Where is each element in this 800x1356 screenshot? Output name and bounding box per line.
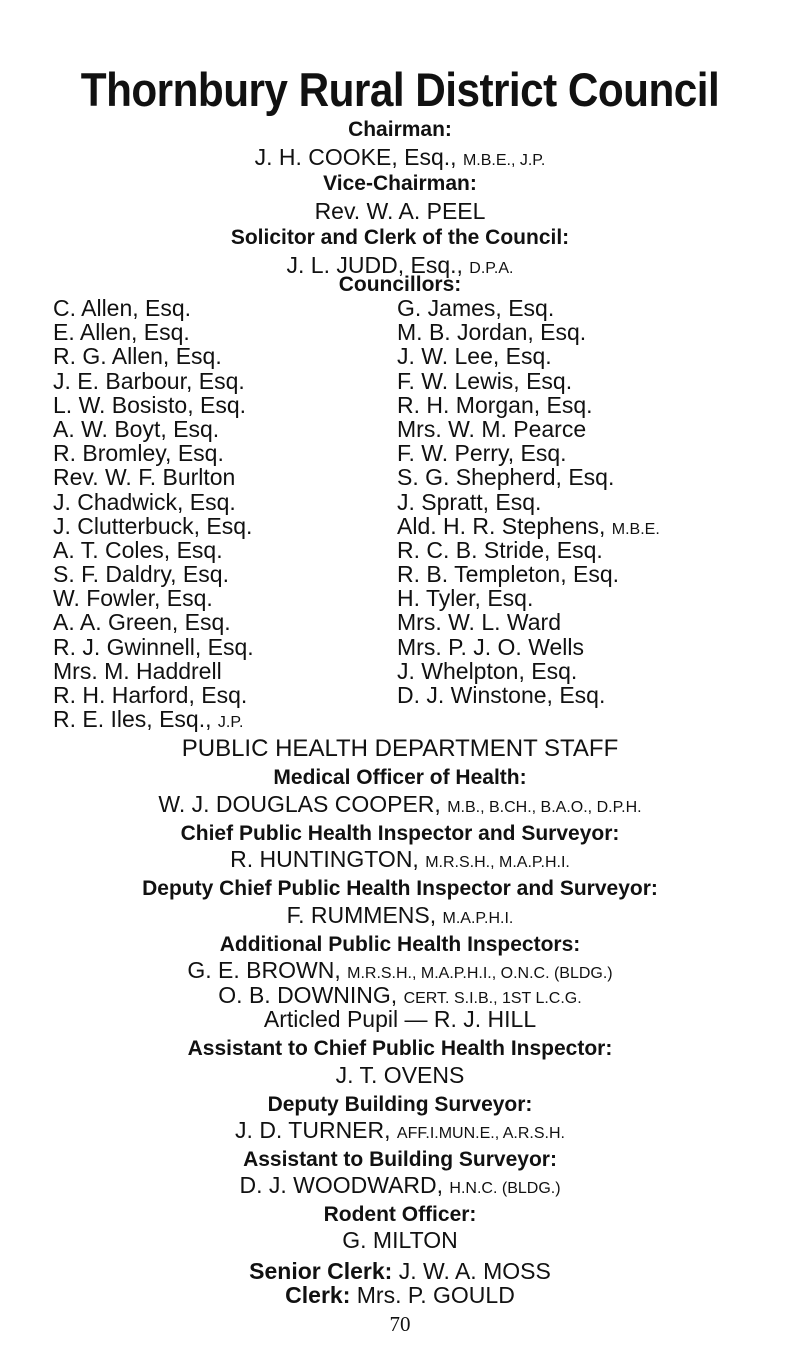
councillor: Rev. W. F. Burlton <box>53 464 236 491</box>
clerk: Clerk: Mrs. P. GOULD <box>285 1282 515 1308</box>
councillor: Mrs. M. Haddrell <box>53 657 222 684</box>
councillor: R. H. Harford, Esq. <box>53 682 248 708</box>
assistant-cphi-heading: Assistant to Chief Public Health Inspector: <box>187 1037 613 1060</box>
councillor: A. W. Boyt, Esq. <box>53 415 220 442</box>
councillor: R. Bromley, Esq. <box>53 440 224 467</box>
solicitor-heading: Solicitor and Clerk of the Council: <box>230 226 570 249</box>
councillor: R. G. Allen, Esq. <box>53 343 222 370</box>
vice-chairman-heading: Vice-Chairman: <box>323 172 477 195</box>
councillor: C. Allen, Esq. <box>53 295 192 321</box>
councillor: M. B. Jordan, Esq. <box>397 319 587 346</box>
councillors-left-column <box>53 296 254 731</box>
deputy-cphi-name: F. RUMMENS, M.A.P.H.I. <box>286 902 514 928</box>
vice-chairman-name: Rev. W. A. PEEL <box>314 198 486 224</box>
solicitor-name: J. L. JUDD, Esq., D.P.A. <box>286 252 514 278</box>
downing-name: O. B. DOWNING, CERT. S.I.B., 1ST L.C.G. <box>218 982 582 1008</box>
councillor: W. Fowler, Esq. <box>53 585 213 612</box>
moh-heading: Medical Officer of Health: <box>273 766 527 789</box>
assistant-building-heading: Assistant to Building Surveyor: <box>243 1148 557 1171</box>
rodent-officer-heading: Rodent Officer: <box>323 1203 477 1226</box>
councillor: J. W. Lee, Esq. <box>397 343 552 370</box>
rodent-officer-name: G. MILTON <box>342 1227 458 1253</box>
deputy-building-heading: Deputy Building Surveyor: <box>267 1093 533 1116</box>
councillor: D. J. Winstone, Esq. <box>397 682 606 708</box>
councillor: L. W. Bosisto, Esq. <box>53 391 247 418</box>
councillor: R. J. Gwinnell, Esq. <box>53 633 254 660</box>
councillor: R. E. Iles, Esq., J.P. <box>53 706 244 733</box>
councillor: R. H. Morgan, Esq. <box>397 391 593 418</box>
assistant-building-name: D. J. WOODWARD, H.N.C. (BLDG.) <box>239 1172 561 1198</box>
chairman-heading: Chairman: <box>348 118 452 141</box>
chairman-name: J. H. COOKE, Esq., M.B.E., J.P. <box>254 144 546 170</box>
councillor: S. G. Shepherd, Esq. <box>397 464 615 491</box>
moh-name: W. J. DOUGLAS COOPER, M.B., B.CH., B.A.O., D.P.H. <box>158 791 642 817</box>
councillor: J. Spratt, Esq. <box>397 488 542 515</box>
additional-inspectors-heading: Additional Public Health Inspectors: <box>219 933 581 956</box>
councillors-heading: Councillors: <box>338 273 462 296</box>
brown-name: G. E. BROWN, M.R.S.H., M.A.P.H.I., O.N.C. (BLDG.) <box>187 957 613 983</box>
councillor: F. W. Perry, Esq. <box>397 440 567 467</box>
assistant-cphi-name: J. T. OVENS <box>335 1062 465 1088</box>
page-number: 70 <box>389 1312 411 1336</box>
page-title: Thornbury Rural District Council <box>80 63 720 116</box>
articled-pupil: Articled Pupil — R. J. HILL <box>263 1006 537 1032</box>
deputy-cphi-heading: Deputy Chief Public Health Inspector and Surveyor: <box>142 877 658 900</box>
councillor: S. F. Daldry, Esq. <box>53 561 229 588</box>
councillor: Mrs. W. L. Ward <box>397 609 561 636</box>
staff-heading: PUBLIC HEALTH DEPARTMENT STAFF <box>181 735 619 762</box>
councillor: Mrs. P. J. O. Wells <box>397 633 585 660</box>
councillor: R. C. B. Stride, Esq. <box>397 536 603 563</box>
deputy-building-name: J. D. TURNER, AFF.I.MUN.E., A.R.S.H. <box>235 1117 565 1143</box>
councillor: J. Chadwick, Esq. <box>53 488 236 515</box>
cphi-name: R. HUNTINGTON, M.R.S.H., M.A.P.H.I. <box>230 846 570 872</box>
councillor: Mrs. W. M. Pearce <box>397 415 587 442</box>
councillors-right-column <box>397 296 660 707</box>
councillor: A. T. Coles, Esq. <box>53 536 223 563</box>
councillor: Ald. H. R. Stephens, M.B.E. <box>397 512 660 539</box>
councillor: F. W. Lewis, Esq. <box>397 367 573 394</box>
councillor: G. James, Esq. <box>397 295 555 321</box>
councillor: E. Allen, Esq. <box>53 319 190 346</box>
cphi-heading: Chief Public Health Inspector and Surveyor: <box>180 822 620 845</box>
councillor: A. A. Green, Esq. <box>53 609 231 636</box>
councillor: J. Whelpton, Esq. <box>397 657 578 684</box>
councillor: R. B. Templeton, Esq. <box>397 561 620 588</box>
senior-clerk: Senior Clerk: J. W. A. MOSS <box>249 1258 551 1284</box>
councillor: J. E. Barbour, Esq. <box>53 367 245 394</box>
councillor: J. Clutterbuck, Esq. <box>53 512 253 539</box>
councillor: H. Tyler, Esq. <box>397 585 534 612</box>
